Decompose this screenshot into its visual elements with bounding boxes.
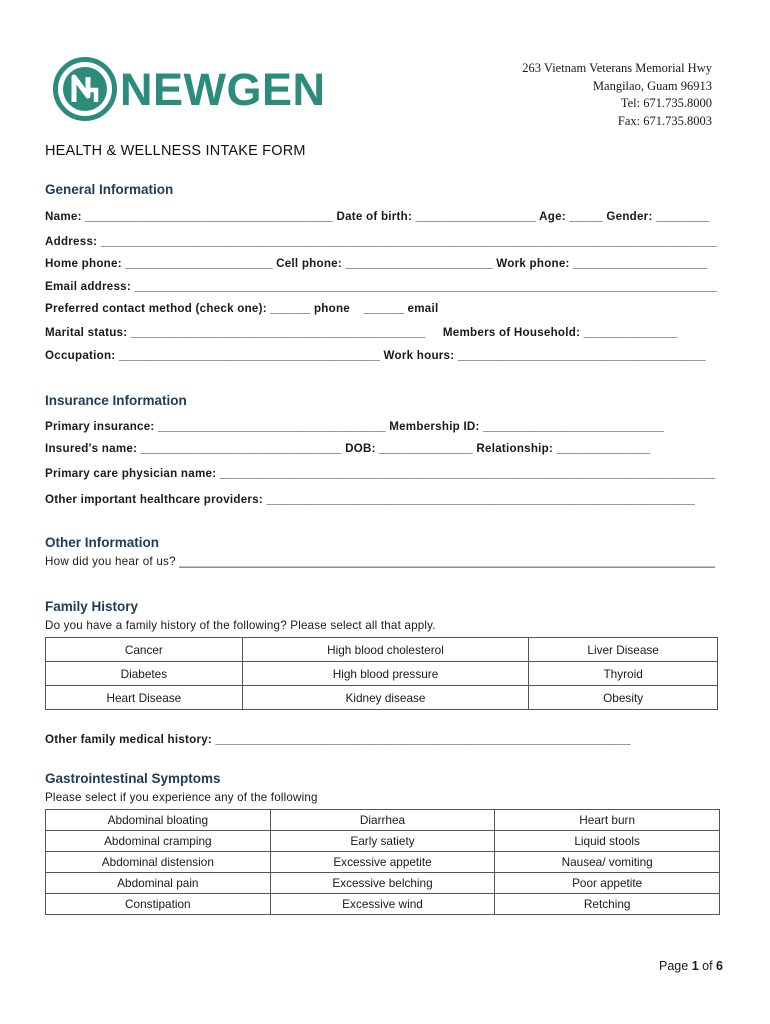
address-line: 263 Vietnam Veterans Memorial Hwy xyxy=(522,61,712,75)
address-field[interactable]: Address: ____________________________________________________________________________________________ xyxy=(45,235,717,248)
option-constipation[interactable]: Constipation xyxy=(46,894,271,915)
table-row xyxy=(46,662,718,686)
fax-line: Fax: 671.735.8003 xyxy=(617,113,712,128)
logo-wordmark: NEWGEN xyxy=(120,63,326,115)
family-history-heading: Family History xyxy=(45,599,139,614)
other-family-history-field[interactable]: Other family medical history: ______________________________________________________________ xyxy=(45,733,631,746)
other-info-heading: Other Information xyxy=(45,535,159,550)
page-word: Page xyxy=(659,959,689,973)
option-poor-appetite[interactable]: Poor appetite xyxy=(495,873,720,894)
option-heart-disease[interactable]: Heart Disease xyxy=(46,686,243,710)
other-providers-field[interactable]: Other important healthcare providers: ________________________________________________________________ xyxy=(45,493,696,506)
table-row xyxy=(46,873,720,894)
page-current: 1 xyxy=(691,959,699,973)
general-info-heading: General Information xyxy=(45,182,174,197)
referral-source-field[interactable]: How did you hear of us? ________________________________________________________________________________ xyxy=(45,555,716,568)
option-liquid-stools[interactable]: Liquid stools xyxy=(495,831,720,852)
option-nausea-vomiting[interactable]: Nausea/ vomiting xyxy=(495,852,720,873)
option-diabetes[interactable]: Diabetes xyxy=(46,662,243,686)
option-liver-disease[interactable]: Liver Disease xyxy=(529,638,718,662)
contact-method-line[interactable]: Preferred contact method (check one): ______ phone ______ email xyxy=(45,302,439,315)
gi-symptoms-heading: Gastrointestinal Symptoms xyxy=(45,771,221,786)
option-excessive-wind[interactable]: Excessive wind xyxy=(270,894,495,915)
table-row xyxy=(46,894,720,915)
option-abdominal-pain[interactable]: Abdominal pain xyxy=(46,873,271,894)
page-total: 6 xyxy=(716,959,723,973)
newgen-logo xyxy=(52,54,362,124)
pcp-name-field[interactable]: Primary care physician name: __________________________________________________________________________ xyxy=(45,467,716,480)
option-abdominal-bloating[interactable]: Abdominal bloating xyxy=(46,810,271,831)
gi-symptoms-instructions: Please select if you experience any of the following xyxy=(45,791,318,804)
address-line: Mangilao, Guam 96913 xyxy=(592,78,712,93)
option-heart-burn[interactable]: Heart burn xyxy=(495,810,720,831)
option-obesity[interactable]: Obesity xyxy=(529,686,718,710)
option-excessive-belching[interactable]: Excessive belching xyxy=(270,873,495,894)
insurance-info-heading: Insurance Information xyxy=(45,393,187,408)
option-kidney-disease[interactable]: Kidney disease xyxy=(242,686,529,710)
insured-name-line[interactable]: Insured's name: ______________________________ DOB: ______________ Relationship: ______________ xyxy=(45,442,651,455)
newgen-logo-icon xyxy=(52,56,118,122)
table-row xyxy=(46,852,720,873)
family-history-instructions: Do you have a family history of the following? Please select all that apply. xyxy=(45,619,436,632)
table-row xyxy=(46,686,718,710)
page-number xyxy=(659,959,723,973)
clinic-address xyxy=(522,60,712,130)
form-title: HEALTH & WELLNESS INTAKE FORM xyxy=(45,143,306,159)
phone-line: Tel: 671.735.8000 xyxy=(620,96,712,110)
option-diarrhea[interactable]: Diarrhea xyxy=(270,810,495,831)
of-word: of xyxy=(702,959,713,973)
option-early-satiety[interactable]: Early satiety xyxy=(270,831,495,852)
option-high-blood-pressure[interactable]: High blood pressure xyxy=(242,662,529,686)
email-field[interactable]: Email address: _______________________________________________________________________________________ xyxy=(45,280,718,293)
primary-insurance-line[interactable]: Primary insurance: __________________________________ Membership ID: ___________________________ xyxy=(45,420,664,433)
marital-household-line[interactable]: Marital status: ____________________________________________ Members of Household: ______________ xyxy=(45,326,678,339)
table-row xyxy=(46,831,720,852)
option-retching[interactable]: Retching xyxy=(495,894,720,915)
gi-symptoms-table xyxy=(45,809,720,915)
option-abdominal-cramping[interactable]: Abdominal cramping xyxy=(46,831,271,852)
option-cancer[interactable]: Cancer xyxy=(46,638,243,662)
family-history-table xyxy=(45,637,718,710)
option-high-blood-cholesterol[interactable]: High blood cholesterol xyxy=(242,638,529,662)
phone-fields-line[interactable]: Home phone: ______________________ Cell phone: ______________________ Work phone: ____________________ xyxy=(45,257,708,270)
option-abdominal-distension[interactable]: Abdominal distension xyxy=(46,852,271,873)
occupation-workhours-line[interactable]: Occupation: _______________________________________ Work hours: _____________________________________ xyxy=(45,349,706,362)
name-dob-age-gender-line[interactable]: Name: _____________________________________ Date of birth: __________________ Age: _____ Gender: ________ xyxy=(45,210,710,223)
table-row xyxy=(46,638,718,662)
table-row xyxy=(46,810,720,831)
option-excessive-appetite[interactable]: Excessive appetite xyxy=(270,852,495,873)
option-thyroid[interactable]: Thyroid xyxy=(529,662,718,686)
